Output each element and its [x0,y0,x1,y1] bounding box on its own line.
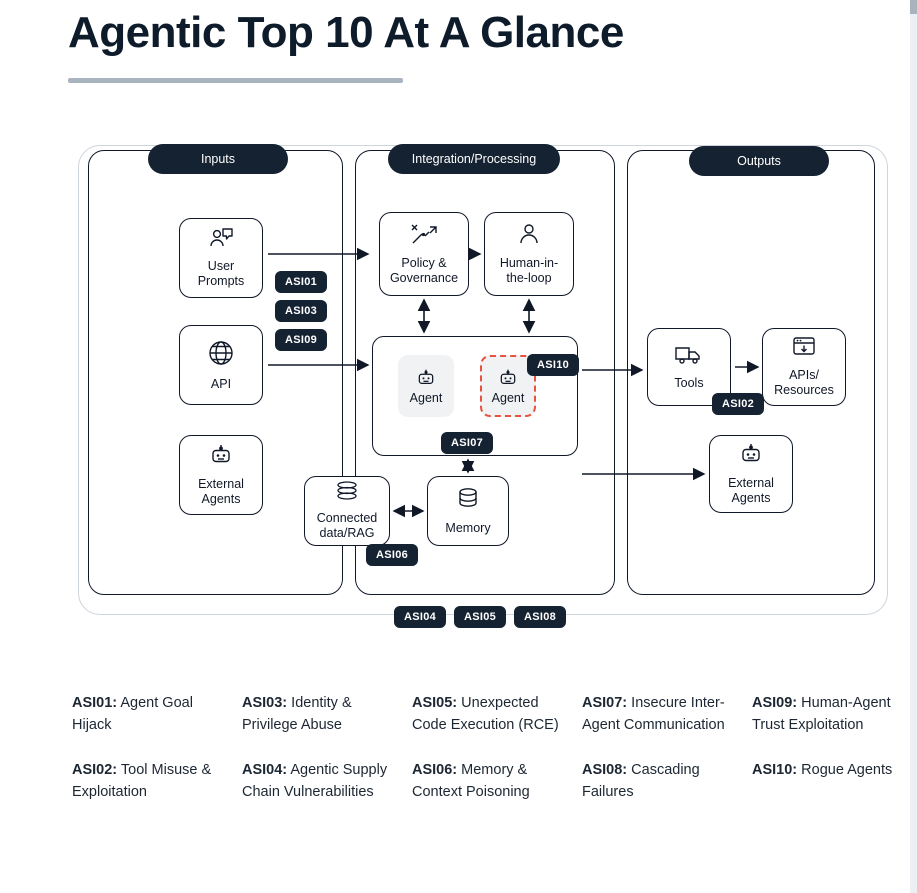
node-user-prompts[interactable] [179,218,263,298]
legend-item-asi02 [72,759,222,804]
agent-tile-primary[interactable] [398,355,454,417]
truck-icon [674,344,704,370]
diagram-canvas [72,140,892,635]
legend-code: ASI08: [582,761,628,778]
badge-asi10[interactable]: ASI10 [527,354,579,376]
node-label: External [198,477,244,491]
page-title: Agentic Top 10 At A Glance [68,8,624,57]
agent-label: Agent [409,390,443,405]
badge-asi05[interactable]: ASI05 [454,606,506,628]
node-external-agents-input[interactable] [179,435,263,515]
person-icon [516,222,542,250]
legend-code: ASI04: [242,761,288,778]
panel-title-inputs: Inputs [148,144,288,174]
node-label: External [728,476,774,490]
badge-asi02[interactable]: ASI02 [712,393,764,415]
legend-item-asi10 [752,759,902,804]
robot-icon [739,442,763,470]
legend-code: ASI02: [72,761,118,778]
node-label-2: Resources [774,383,834,397]
node-label-2: Prompts [197,274,245,288]
agent-label: Agent [491,390,525,405]
node-label-2: the-loop [506,271,552,285]
node-label-2: data/RAG [319,526,375,540]
legend-item-asi07 [582,692,732,737]
legend-item-asi06 [412,759,562,804]
legend-text: Tool Misuse & Exploitation [72,761,212,801]
globe-icon [207,339,235,371]
legend-code: ASI05: [412,695,458,711]
legend-text: Rogue Agents [797,761,893,778]
user-prompt-icon [208,227,234,253]
page-scrollbar[interactable] [910,0,917,893]
node-external-agents-output[interactable] [709,435,793,513]
panel-title-outputs: Outputs [689,146,829,176]
legend-text: Unexpected Code Execution (RCE) [412,695,559,734]
node-memory[interactable] [427,476,509,546]
node-label: API [210,376,232,391]
database-icon [456,487,480,515]
panel-title-integration: Integration/Processing [388,144,560,174]
robot-icon [416,368,436,391]
legend-code: ASI09: [752,695,798,711]
node-label: Human-in- [499,256,559,270]
node-label: APIs/ [789,368,819,382]
node-human-in-the-loop[interactable] [484,212,574,296]
legend-text: Cascading Failures [582,761,700,801]
legend-item-asi04 [242,759,392,804]
legend-text: Insecure Inter-Agent Communication [582,695,725,734]
badge-asi06[interactable]: ASI06 [366,544,418,566]
legend-code: ASI03: [242,695,288,711]
badge-asi07[interactable]: ASI07 [441,432,493,454]
robot-icon [209,443,233,471]
node-label: Tools [674,375,704,390]
badge-asi09[interactable]: ASI09 [275,329,327,351]
node-api[interactable] [179,325,263,405]
legend-item-asi08 [582,759,732,804]
legend-grid [72,692,902,804]
legend-item-asi03 [242,692,392,737]
node-label-2: Agents [201,492,241,506]
node-label: Connected [316,511,378,525]
badge-asi08[interactable]: ASI08 [514,606,566,628]
title-underline-rule [68,78,403,83]
node-label: User [207,259,235,273]
node-apis-resources[interactable] [762,328,846,406]
robot-icon [498,368,518,391]
legend-text: Agentic Supply Chain Vulnerabilities [242,761,388,801]
node-policy-governance[interactable] [379,212,469,296]
legend-text: Identity & Privilege Abuse [242,695,352,734]
node-label: Memory [445,520,491,535]
legend-item-asi05 [412,692,562,737]
node-label-2: Agents [731,491,771,505]
legend-code: ASI10: [752,761,798,778]
legend-item-asi09 [752,692,902,737]
window-download-icon [791,336,817,362]
legend-text: Human-Agent Trust Exploitation [752,695,891,734]
legend-code: ASI07: [582,695,628,711]
scrollbar-thumb[interactable] [910,0,917,14]
node-label: Policy & [401,256,447,270]
policy-icon [409,222,439,250]
stacked-disks-icon [334,481,360,505]
legend-code: ASI06: [412,761,458,778]
legend-code: ASI01: [72,695,118,711]
badge-asi01[interactable]: ASI01 [275,271,327,293]
node-connected-data-rag[interactable] [304,476,390,546]
node-label-2: Governance [389,271,459,285]
badge-asi04[interactable]: ASI04 [394,606,446,628]
legend-text: Agent Goal Hijack [72,695,193,734]
legend-text: Memory & Context Poisoning [412,761,530,801]
badge-asi03[interactable]: ASI03 [275,300,327,322]
legend-item-asi01 [72,692,222,737]
